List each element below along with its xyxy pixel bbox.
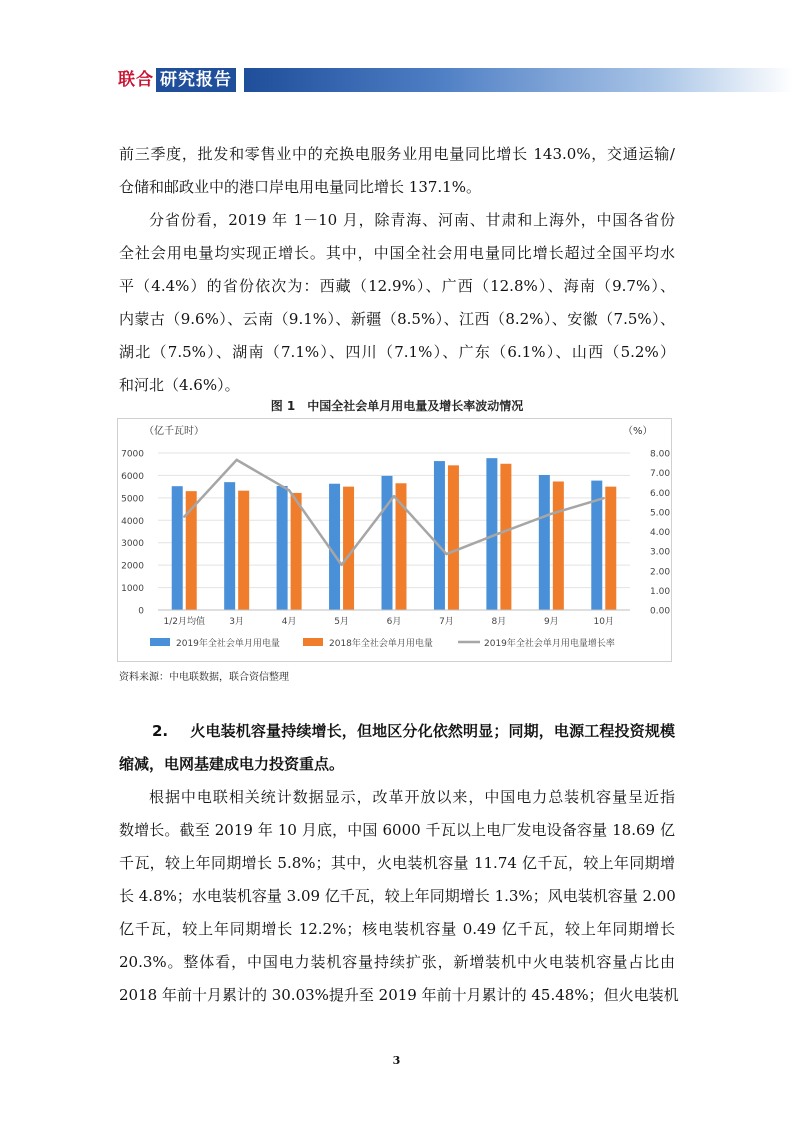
y-left-tick-label: 7000 — [121, 449, 144, 460]
line-point — [550, 513, 552, 515]
legend-label: 2019年全社会单月用电量 — [176, 639, 280, 649]
paragraph-line: 和河北（4.6%）。 — [119, 376, 240, 394]
paragraph-line: 湖北（7.5%）、湖南（7.1%）、四川（7.1%）、广东（6.1%）、山西（5.2%） — [119, 343, 675, 361]
paragraph-line: 根据中电联相关统计数据显示，改革开放以来，中国电力总装机容量呈近指 — [149, 788, 675, 806]
bar — [291, 493, 302, 610]
x-tick-label: 1/2月均值 — [163, 617, 205, 627]
x-tick-label: 8月 — [491, 617, 507, 627]
paragraph-line: 全社会用电量均实现正增长。其中，中国全社会用电量同比增长超过全国平均水 — [119, 244, 675, 262]
figure-title: 图 1 中国全社会单月用电量及增长率波动情况 — [270, 399, 524, 413]
section-heading — [119, 715, 675, 781]
y-right-tick-label: 4.00 — [650, 528, 671, 538]
line-point — [288, 489, 290, 491]
line-point — [445, 553, 447, 555]
bar — [500, 464, 511, 610]
bar — [238, 491, 249, 610]
y-right-tick-label: 8.00 — [650, 449, 671, 460]
legend-swatch — [150, 638, 170, 646]
brand-name: 联合 — [118, 70, 154, 90]
line-point — [498, 532, 500, 534]
x-tick-label: 7月 — [439, 617, 454, 627]
figure-source: 资料来源：中电联数据，联合资信整理 — [119, 672, 289, 683]
x-tick-label: 9月 — [543, 617, 559, 627]
bar — [539, 475, 550, 610]
bar — [448, 465, 459, 610]
y-left-tick-label: 1000 — [121, 584, 144, 595]
y-right-unit-label: （%） — [623, 426, 653, 437]
y-right-tick-label: 2.00 — [650, 567, 671, 578]
x-tick-label: 3月 — [229, 617, 245, 627]
section-number: 2. — [152, 722, 169, 740]
bar — [382, 476, 393, 610]
paragraph-line: 2018 年前十月累计的 30.03%提升至 2019 年前十月累计的 45.48%；但火电装机 — [119, 986, 679, 1004]
paragraph-line: 千瓦，较上年同期增长 5.8%；其中，火电装机容量 11.74 亿千瓦，较上年同期增 — [119, 854, 675, 872]
y-left-tick-label: 5000 — [121, 494, 144, 505]
paragraph-line: 亿千瓦，较上年同期增长 12.2%；核电装机容量 0.49 亿千瓦，较上年同期增长 — [119, 920, 675, 938]
heading-text: 火电装机容量持续增长，但地区分化依然明显；同期，电源工程投资规模 — [190, 722, 675, 740]
y-left-tick-label: 2000 — [121, 561, 144, 572]
y-left-tick-label: 6000 — [121, 471, 144, 482]
paragraph-3 — [119, 781, 679, 1012]
x-tick-label: 4月 — [281, 617, 297, 627]
line-point — [235, 459, 237, 461]
paragraph-line: 分省份看，2019 年 1－10 月，除青海、河南、甘肃和上海外，中国各省份 — [149, 211, 675, 229]
legend-swatch — [303, 638, 323, 646]
line-point — [183, 516, 185, 518]
y-left-tick-label: 3000 — [121, 539, 144, 550]
y-right-tick-label: 7.00 — [650, 469, 671, 480]
paragraph-line: 长 4.8%；水电装机容量 3.09 亿千瓦，较上年同期增长 1.3%；风电装机容量 2.00 — [119, 887, 676, 905]
electricity-chart — [118, 419, 671, 661]
y-right-tick-label: 3.00 — [650, 547, 671, 558]
report-header — [118, 68, 793, 92]
y-right-tick-label: 5.00 — [650, 508, 671, 519]
paragraph-1 — [119, 138, 675, 204]
x-tick-label: 10月 — [593, 617, 615, 627]
y-right-tick-label: 1.00 — [650, 586, 671, 597]
header-gradient-bar — [244, 68, 793, 92]
bar — [434, 461, 445, 610]
x-tick-label: 5月 — [334, 617, 349, 627]
bar — [172, 486, 183, 610]
y-right-tick-label: 0.00 — [650, 606, 671, 617]
legend-label: 2018年全社会单月用电量 — [329, 639, 433, 649]
x-tick-label: 6月 — [386, 617, 402, 627]
chart-legend — [150, 637, 615, 649]
line-point — [340, 564, 342, 566]
paragraph-2 — [119, 204, 675, 402]
bar — [277, 486, 288, 610]
bar — [224, 482, 235, 610]
legend-label: 2019年全社会单月用电量增长率 — [484, 639, 615, 649]
paragraph-line: 内蒙古（9.6%）、云南（9.1%）、新疆（8.5%）、江西（8.2%）、安徽（7.5%）、 — [119, 310, 675, 328]
heading-line — [119, 715, 675, 748]
y-left-tick-label: 0 — [138, 606, 144, 617]
bar — [605, 487, 616, 610]
y-left-unit-label: （亿千瓦时） — [144, 426, 204, 437]
line-point — [393, 495, 395, 497]
paragraph-line: 平（4.4%）的省份依次为：西藏（12.9%）、广西（12.8%）、海南（9.7%）、 — [119, 277, 675, 295]
report-title-box: 研究报告 — [156, 68, 236, 92]
page-number: 3 — [392, 1054, 401, 1067]
paragraph-line: 数增长。截至 2019 年 10 月底，中国 6000 千瓦以上电厂发电设备容量 18.69 亿 — [119, 821, 675, 839]
bar — [343, 487, 354, 610]
paragraph-line: 20.3%。整体看，中国电力装机容量持续扩张，新增装机中火电装机容量占比由 — [119, 953, 675, 971]
bar — [329, 484, 340, 610]
chart-frame — [117, 418, 672, 662]
paragraph-line: 仓储和邮政业中的港口岸电用电量同比增长 137.1%。 — [119, 178, 481, 196]
heading-line: 缩减，电网基建成电力投资重点。 — [119, 755, 345, 773]
bar — [553, 481, 564, 610]
y-left-tick-label: 4000 — [121, 516, 144, 527]
y-right-tick-label: 6.00 — [650, 488, 671, 499]
paragraph-line: 前三季度，批发和零售业中的充换电服务业用电量同比增长 143.0%，交通运输/ — [119, 145, 675, 163]
line-point — [603, 497, 605, 499]
